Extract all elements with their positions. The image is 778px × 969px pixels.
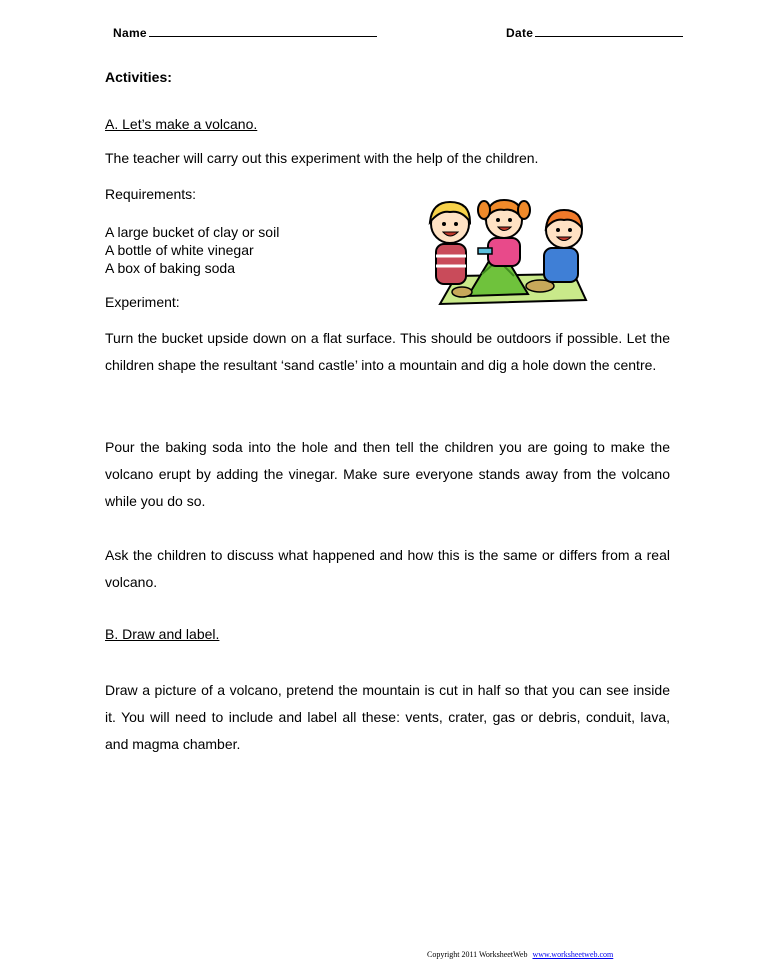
section-a-title: A. Let’s make a volcano.	[105, 116, 258, 132]
experiment-paragraph-3: Ask the children to discuss what happened and how this is the same or differs from a real volcano.	[105, 547, 670, 590]
child-right	[544, 210, 582, 282]
name-field[interactable]	[113, 24, 377, 40]
requirements-list	[105, 223, 279, 277]
child-left	[430, 202, 470, 284]
child-middle	[478, 200, 530, 266]
activities-heading: Activities:	[105, 69, 172, 85]
worksheetweb-link[interactable]: www.worksheetweb.com	[532, 950, 614, 959]
copyright-text: Copyright 2011 WorksheetWeb	[427, 950, 528, 959]
section-b-title: B. Draw and label.	[105, 626, 220, 642]
children-building-volcano-illustration	[418, 196, 590, 310]
copyright-footer	[427, 950, 613, 959]
date-label: Date	[506, 26, 534, 40]
name-label: Name	[113, 26, 147, 40]
section-b-paragraph: Draw a picture of a volcano, pretend the mountain is cut in half so that you can see inside it. You will need to include and label all these: vents, crater, gas or debris, conduit, lava, and magma chamber.	[105, 682, 670, 752]
date-blank-line[interactable]	[535, 24, 683, 37]
requirement-item: A large bucket of clay or soil	[105, 224, 280, 240]
requirement-item: A bottle of white vinegar	[105, 242, 254, 258]
experiment-paragraph-2: Pour the baking soda into the hole and then tell the children you are going to make the volcano erupt by adding the vinegar. Make sure everyone stands away from the volcano while you do so.	[105, 439, 670, 509]
experiment-paragraph-1: Turn the bucket upside down on a flat surface. This should be outdoors if possible. Let the children shape the resultant ‘sand castle’ into a mountain and dig a hole down the centre.	[105, 330, 670, 373]
requirements-label: Requirements:	[105, 186, 197, 202]
experiment-label: Experiment:	[105, 294, 180, 310]
requirement-item: A box of baking soda	[105, 260, 235, 276]
date-field[interactable]	[506, 24, 683, 40]
section-a-intro: The teacher will carry out this experiment with the help of the children.	[105, 150, 539, 166]
name-blank-line[interactable]	[149, 24, 377, 37]
